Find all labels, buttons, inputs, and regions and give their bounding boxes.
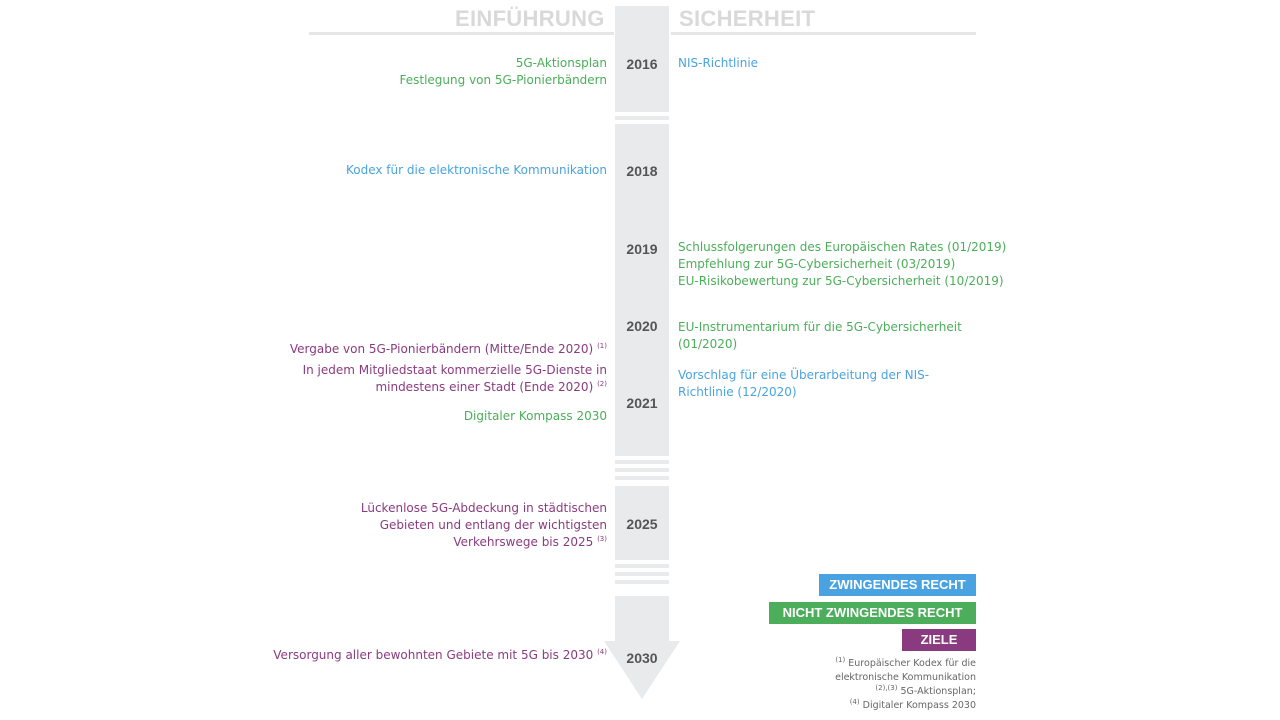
timeline-separator [615,468,669,472]
entry-text: Vergabe von 5G-Pionierbändern (Mitte/Ende 2020) [289,342,594,356]
entry-text: Kodex für die elektronische Kommunikation [345,163,607,177]
entry-2016-right [678,55,998,72]
entry-2018-left [287,162,607,179]
entry-text: Empfehlung zur 5G-Cybersicherheit (03/2019) [678,257,956,271]
entry-2021-left-b [287,408,607,425]
footnote-marker: (4) [849,697,860,706]
entry-2016-left [287,55,607,89]
year-2016: 2016 [626,56,658,72]
footnote-text: Digitaler Kompass 2030 [862,700,976,711]
timeline-separator [615,476,669,480]
entry-text: Festlegung von 5G-Pionierbändern [399,73,607,87]
entry-text: EU-Instrumentarium für die 5G-Cybersicherheit [678,320,962,334]
entry-text: In jedem Mitgliedstaat kommerzielle 5G-Dienste in [302,363,607,377]
timeline-separator [615,460,669,464]
year-2020: 2020 [626,318,658,334]
footnote-ref: (1) [597,342,607,350]
footnote-marker: (1) [835,655,846,664]
footnote-text: 5G-Aktionsplan; [900,686,976,697]
entry-2030-left [247,647,607,664]
entry-text: Gebieten und entlang der wichtigsten [379,518,607,532]
legend-zwingendes-recht: ZWINGENDES RECHT [819,574,976,596]
entry-text: 5G-Aktionsplan [515,56,607,70]
legend-ziele: ZIELE [902,629,976,651]
header-rule-right [671,32,976,35]
timeline-separator [615,572,669,576]
entry-2019-right [678,239,1018,290]
footnote-marker: (2),(3) [875,683,898,692]
timeline-separator [615,116,669,120]
footnote-ref: (4) [597,648,607,656]
footnotes [776,657,976,713]
entry-2021-left-a [267,362,607,396]
header-einfuehrung: EINFÜHRUNG [455,6,605,31]
entry-text: EU-Risikobewertung zur 5G-Cybersicherheit (10/2019) [678,274,1004,288]
entry-2020-left [267,341,607,358]
footnote-text: Europäischer Kodex für die [848,658,976,669]
year-2030: 2030 [626,650,658,666]
footnote-text: elektronische Kommunikation [835,672,976,683]
header-rule-left [309,32,614,35]
entry-text: Schlussfolgerungen des Europäischen Rates (01/2019) [678,240,1007,254]
entry-text: Richtlinie (12/2020) [678,385,797,399]
entry-text: Vorschlag für eine Überarbeitung der NIS- [678,368,930,382]
entry-text: Lückenlose 5G-Abdeckung in städtischen [360,501,607,515]
legend-nicht-zwingendes-recht: NICHT ZWINGENDES RECHT [769,602,976,624]
entry-2021-right [678,367,998,401]
timeline-separator [615,580,669,584]
year-2018: 2018 [626,163,658,179]
timeline-segment [615,596,669,642]
year-2021: 2021 [626,395,658,411]
entry-text: NIS-Richtlinie [678,56,759,70]
entry-text: Verkehrswege bis 2025 [453,535,594,549]
year-2019: 2019 [626,241,658,257]
entry-text: mindestens einer Stadt (Ende 2020) [375,380,594,394]
entry-text: (01/2020) [678,337,738,351]
footnote-ref: (3) [597,535,607,543]
year-2025: 2025 [626,516,658,532]
entry-2025-left [287,500,607,551]
entry-text: Digitaler Kompass 2030 [463,409,607,423]
footnote-ref: (2) [597,380,607,388]
header-sicherheit: SICHERHEIT [679,6,816,31]
timeline-separator [615,564,669,568]
entry-2020-right [678,319,998,353]
entry-text: Versorgung aller bewohnten Gebiete mit 5G bis 2030 [273,648,594,662]
